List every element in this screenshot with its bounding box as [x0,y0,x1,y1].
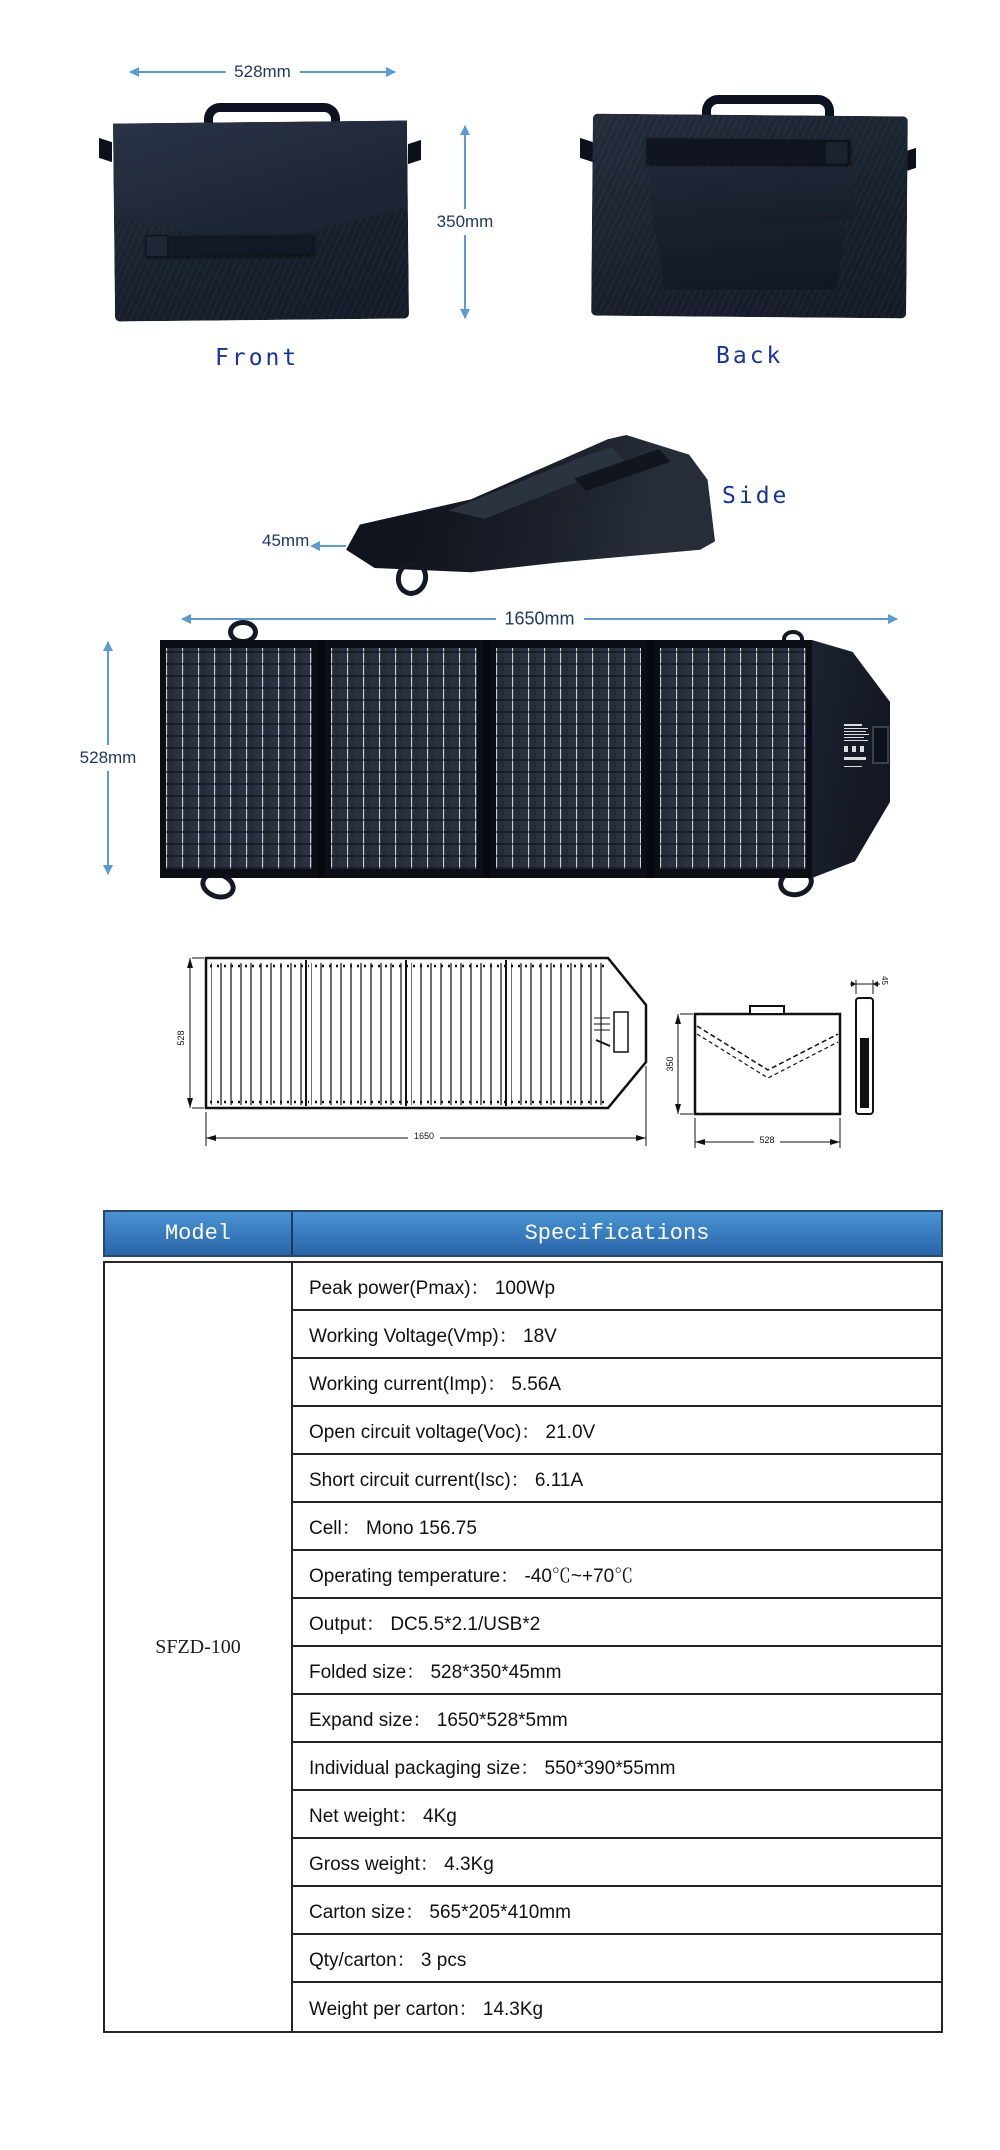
solar-panel-4 [654,640,812,878]
dimension-front-height [436,126,494,318]
label-cert-icons [844,746,870,752]
expanded-panel-photo [160,640,812,878]
label-text-line [844,731,866,732]
spec-row: Expand size： 1650*528*5mm [293,1695,941,1743]
side-photo [345,435,715,575]
arrow-down-icon [103,865,113,875]
arrow-up-icon [103,641,113,651]
arrow-left-icon [129,67,139,77]
arrow-right-icon [888,614,898,624]
drawing-side-profile-schematic [850,976,889,1114]
dimension-value: 1650mm [495,609,583,630]
cert-icon [860,746,864,752]
arrow-up-icon [460,125,470,135]
side-view-label: Side [722,483,790,509]
label-text-line [844,757,866,760]
front-photo [113,120,409,321]
drawing-expanded-schematic [176,958,646,1146]
dimension-value: 528mm [78,745,139,771]
back-pocket-flap [649,165,857,233]
spec-row: Qty/carton： 3 pcs [293,1935,941,1983]
drawing-dim-height: 528 [176,1030,186,1046]
spec-row: Gross weight： 4.3Kg [293,1839,941,1887]
front-flap [113,120,408,246]
dimension-value: 45mm [262,531,310,550]
dimension-front-width [130,63,395,81]
back-photo [591,114,908,319]
solar-panel-3 [490,640,648,878]
dimension-side-thickness [262,531,309,551]
spec-row: Weight per carton： 14.3Kg [309,1998,544,2020]
cert-icon [852,746,856,752]
label-text-line [844,724,862,726]
arrow-down-icon [460,309,470,319]
front-right-dring [408,140,421,164]
side-dim-arrow [310,539,346,549]
back-view-label: Back [716,343,784,369]
front-strap [146,234,314,256]
label-text-line [844,728,868,729]
spec-row: Individual packaging size： 550*390*55mm [293,1743,941,1791]
header-specifications: Specifications [524,1221,710,1246]
expanded-cover-flap [812,640,890,878]
back-strap-velcro [826,142,848,164]
drawing-folded-front-schematic [665,1006,840,1148]
spec-table-header [103,1210,943,1257]
model-value: SFZD-100 [105,1263,293,2031]
spec-table-body [103,1261,943,2033]
spec-row: Open circuit voltage(Voc)： 21.0V [293,1407,941,1455]
label-text-line [844,766,862,767]
label-text-line [844,737,864,738]
label-text-line [844,740,868,741]
spec-row: Working current(Imp)： 5.56A [293,1359,941,1407]
spec-row: Working Voltage(Vmp)： 18V [293,1311,941,1359]
header-model: Model [105,1212,293,1255]
back-left-dring [580,138,593,162]
spec-row: Net weight： 4Kg [293,1791,941,1839]
solar-panel-2 [325,640,483,878]
drawing-dim-width: 528 [759,1135,775,1145]
dimension-expanded-height [79,642,137,874]
flap-sewn-tab [872,726,889,764]
drawing-dim-width: 1650 [413,1131,435,1141]
front-strap-velcro [146,236,167,256]
back-pocket [651,224,851,292]
front-view-label: Front [215,345,300,371]
spec-row: Carton size： 565*205*410mm [293,1887,941,1935]
spec-table [103,1210,943,2033]
arrow-left-icon [181,614,191,624]
drawing-dim-thickness: 45 [880,976,889,985]
spec-row: Peak power(Pmax)： 100Wp [293,1263,941,1311]
solar-panel-1 [160,640,318,878]
arrow-right-icon [386,67,396,77]
spec-row: Operating temperature： -40℃~+70℃ [293,1551,941,1599]
front-left-dring [99,138,112,162]
spec-row: Folded size： 528*350*45mm [293,1647,941,1695]
back-strap-band [646,138,851,166]
label-text-line [844,734,869,735]
cert-icon [844,746,848,752]
spec-row: Cell： Mono 156.75 [293,1503,941,1551]
dimension-line [319,545,346,547]
technical-drawings [170,950,910,1155]
dimension-value: 528mm [225,62,300,82]
spec-row: Short circuit current(Isc)： 6.11A [293,1455,941,1503]
drawing-dim-height: 350 [665,1056,675,1072]
flap-print-label [844,722,870,769]
dimension-value: 350mm [435,209,496,235]
spec-row: Output： DC5.5*2.1/USB*2 [293,1599,941,1647]
dimension-expanded-width [182,610,897,628]
